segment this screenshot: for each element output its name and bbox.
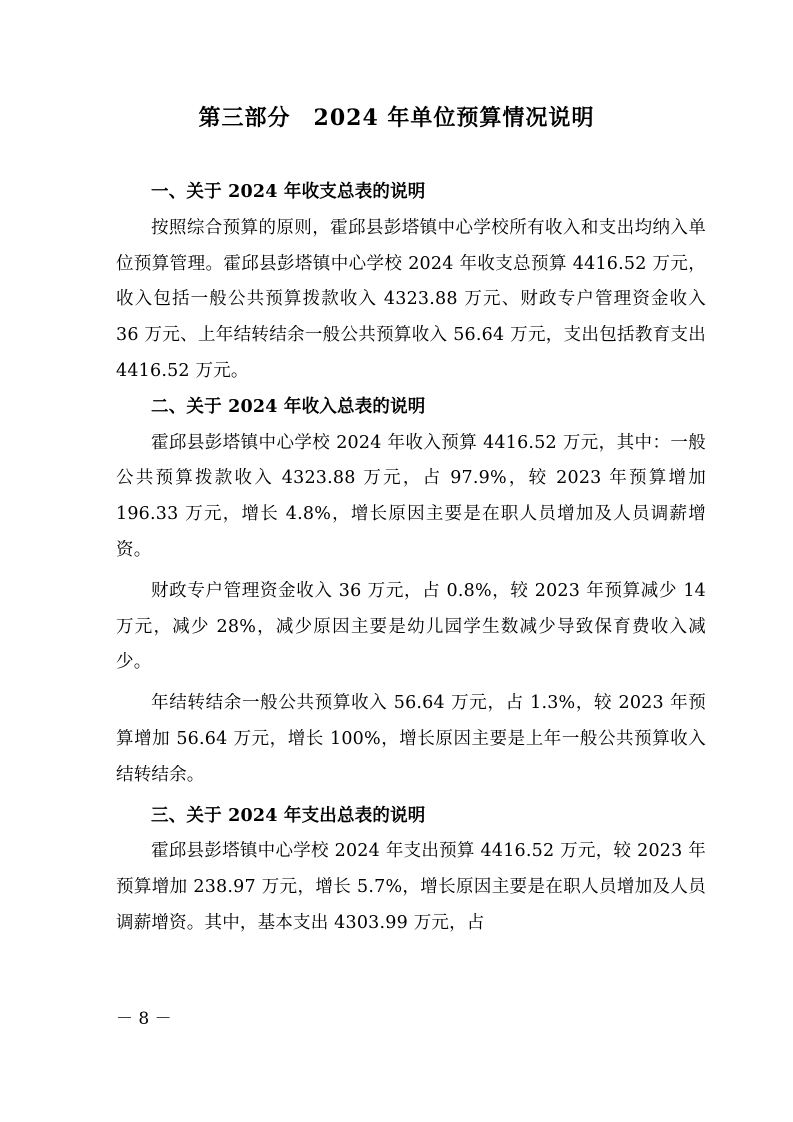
paragraph: 霍邱县彭塔镇中心学校 2024 年支出预算 4416.52 万元，较 2023 年预算增加 238.97 万元，增长 5.7%，增长原因主要是在职人员增加及人员调薪增资。其中，基本支出 4303.99 万元，占 bbox=[116, 841, 706, 933]
paragraph: 年结转结余一般公共预算收入 56.64 万元，占 1.3%，较 2023 年预算增加 56.64 万元，增长 100%，增长原因主要是上年一般公共预算收入结转结余。 bbox=[116, 693, 706, 785]
paragraph: 财政专户管理资金收入 36 万元，占 0.8%，较 2023 年预算减少 14 万元，减少 28%，减少原因主要是幼儿园学生数减少导致保育费收入减少。 bbox=[116, 580, 706, 673]
section-heading: 三、关于 2024 年支出总表的说明 bbox=[151, 805, 426, 826]
paragraph: 霍邱县彭塔镇中心学校 2024 年收入预算 4416.52 万元，其中：一般公共预算拨款收入 4323.88 万元，占 97.9%，较 2023 年预算增加 196.33 万元，增长 4.8%，增长原因主要是在职人员增加及人员调薪增资。 bbox=[116, 432, 706, 560]
paragraph: 按照综合预算的原则，霍邱县彭塔镇中心学校所有收入和支出均纳入单位预算管理。霍邱县彭塔镇中心学校 2024 年收支总预算 4416.52 万元，收入包括一般公共预算拨款收入 4323.88 万元、财政专户管理资金收入 36 万元、上年结转结余一般公共预算收入 56.64 万元，支出包括教育支出 4416.52 万元。 bbox=[116, 217, 706, 381]
section-heading: 二、关于 2024 年收入总表的说明 bbox=[151, 396, 426, 417]
document-body bbox=[116, 175, 706, 942]
page-number: － 8 － bbox=[116, 1009, 172, 1029]
section-heading: 一、关于 2024 年收支总表的说明 bbox=[151, 182, 426, 202]
page-title: 第三部分 2024 年单位预算情况说明 bbox=[198, 105, 595, 131]
